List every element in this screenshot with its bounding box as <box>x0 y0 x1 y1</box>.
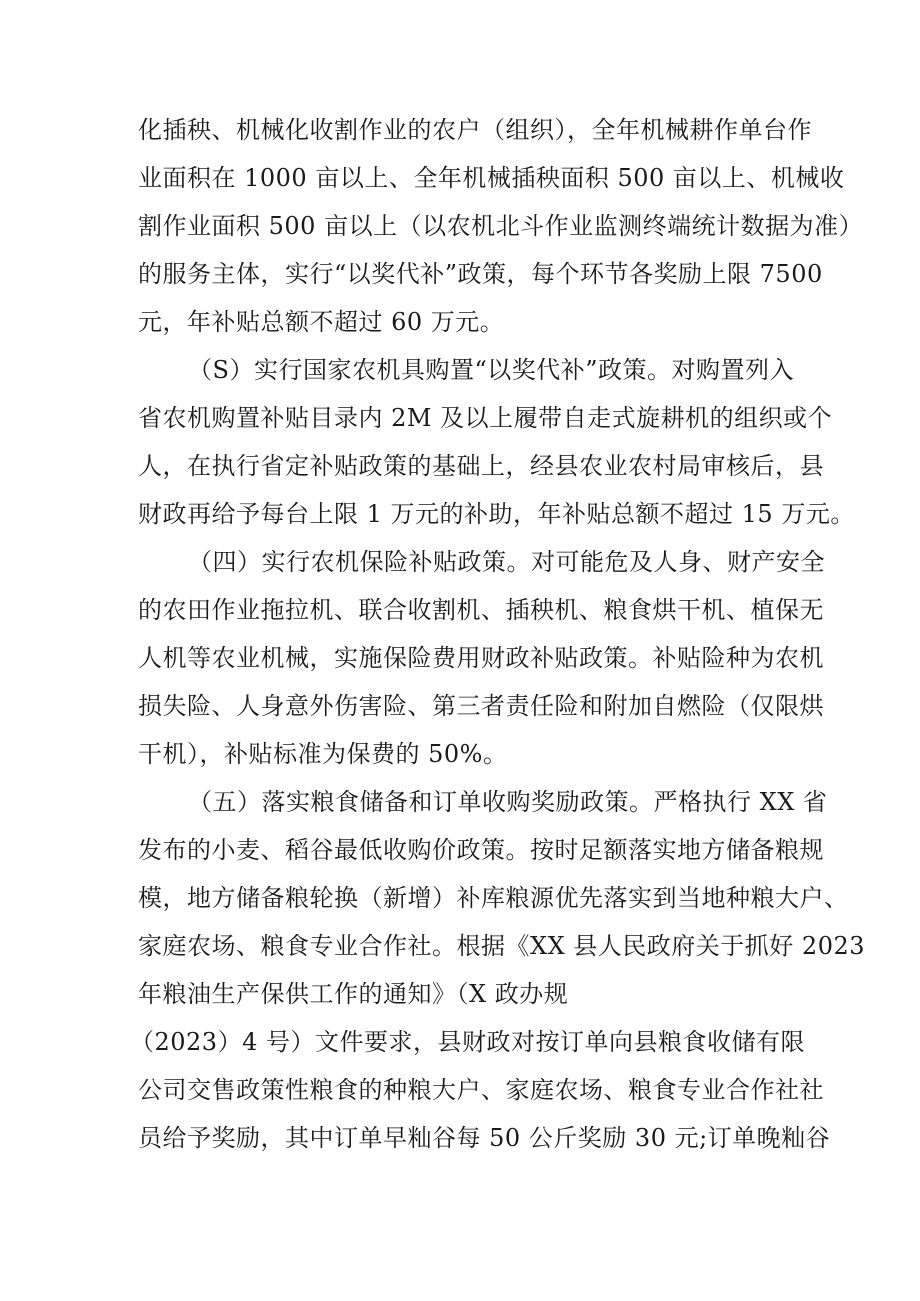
text-line: 年粮油生产保供工作的通知》（X 政办规 <box>138 980 569 1008</box>
text-line: 模，地方储备粮轮换（新增）补库粮源优先落实到当地种粮大户、 <box>138 884 849 912</box>
text-line: 家庭农场、粮食专业合作社。根据《XX 县人民政府关于抓好 2023 <box>138 932 866 960</box>
text-line: 人，在执行省定补贴政策的基础上，经县农业农村局审核后，县 <box>138 452 824 480</box>
paragraph-heading-line: （五）落实粮食储备和订单收购奖励政策。严格执行 XX 省 <box>188 788 828 816</box>
text-line: 业面积在 1000 亩以上、全年机械插秧面积 500 亩以上、机械收 <box>138 164 845 192</box>
paragraph-heading-line: （四）实行农机保险补贴政策。对可能危及人身、财产安全 <box>188 548 825 576</box>
text-line: 的农田作业拖拉机、联合收割机、插秧机、粮食烘干机、植保无 <box>138 596 824 624</box>
text-line: 人机等农业机械，实施保险费用财政补贴政策。补贴险种为农机 <box>138 644 824 672</box>
paragraph-heading-line: （S）实行国家农机具购置“以奖代补”政策。对购置列入 <box>188 356 794 384</box>
text-line: 员给予奖励，其中订单早籼谷每 50 公斤奖励 30 元;订单晚籼谷 <box>138 1124 831 1152</box>
text-line: 割作业面积 500 亩以上（以农机北斗作业监测终端统计数据为准） <box>138 212 864 240</box>
text-line: 干机），补贴标准为保费的 50%。 <box>138 740 508 768</box>
text-line: （2023）4 号）文件要求，县财政对按订单向县粮食收储有限 <box>130 1028 805 1056</box>
text-line: 公司交售政策性粮食的种粮大户、家庭农场、粮食专业合作社社 <box>138 1076 824 1104</box>
text-line: 发布的小麦、稻谷最低收购价政策。按时足额落实地方储备粮规 <box>138 836 824 864</box>
text-line: 的服务主体，实行“以奖代补”政策，每个环节各奖励上限 7500 <box>138 260 823 288</box>
text-line: 省农机购置补贴目录内 2M 及以上履带自走式旋耕机的组织或个 <box>138 404 833 432</box>
text-line: 化插秧、机械化收割作业的农户（组织），全年机械耕作单台作 <box>138 116 812 144</box>
text-line: 财政再给予每台上限 1 万元的补助，年补贴总额不超过 15 万元。 <box>138 500 855 528</box>
text-line: 元，年补贴总额不超过 60 万元。 <box>138 308 505 336</box>
text-line: 损失险、人身意外伤害险、第三者责任险和附加自燃险（仅限烘 <box>138 692 824 720</box>
